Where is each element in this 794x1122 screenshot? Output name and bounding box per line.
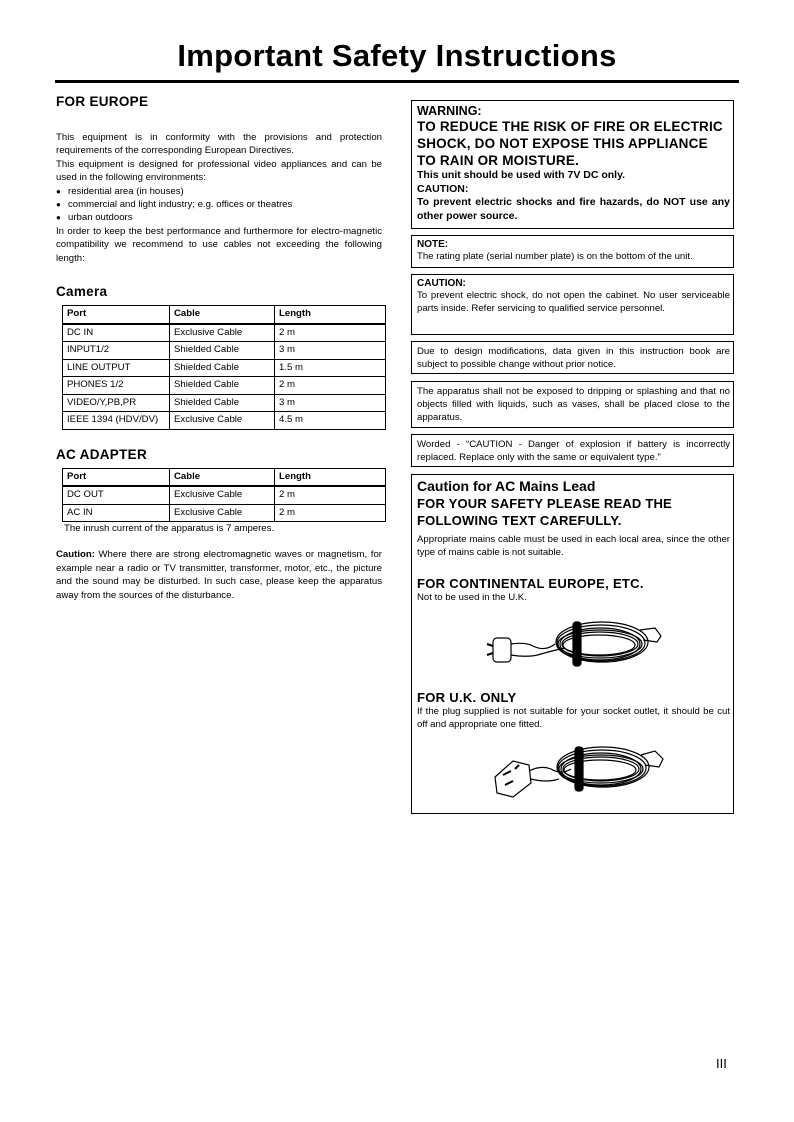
column-header: Length — [275, 468, 386, 486]
table-cell: Shielded Cable — [170, 377, 275, 395]
caution-cabinet-label: CAUTION: — [417, 278, 466, 289]
left-column — [56, 94, 382, 602]
dripping-note-text: The apparatus shall not be exposed to dripping or splashing and that no objects filled with liquids, such as vases, shall be placed close to the apparatus. — [417, 386, 730, 423]
warning-main-text: TO REDUCE THE RISK OF FIRE OR ELECTRIC SHOCK, DO NOT EXPOSE THIS APPLIANCE TO RAIN OR MOISTURE. — [417, 119, 723, 168]
table-row — [63, 377, 386, 395]
table-cell: Shielded Cable — [170, 359, 275, 377]
warning-caution-text: To prevent electric shocks and fire hazards, do NOT use any other power source. — [417, 196, 730, 222]
table-cell: Shielded Cable — [170, 394, 275, 412]
table-cell: 2 m — [275, 486, 386, 504]
europe-bullet: ● residential area (in houses) — [56, 185, 382, 198]
column-header: Port — [63, 468, 170, 486]
continental-text: Not to be used in the U.K. — [417, 592, 527, 603]
table-cell: AC IN — [63, 504, 170, 522]
table-cell: INPUT1/2 — [63, 342, 170, 360]
table-row — [63, 394, 386, 412]
battery-note-box — [411, 434, 734, 467]
mains-subheading: FOR YOUR SAFETY PLEASE READ THE FOLLOWING TEXT CAREFULLY. — [417, 496, 672, 528]
column-header: Length — [275, 306, 386, 324]
table-cell: DC IN — [63, 324, 170, 342]
table-cell: 3 m — [275, 342, 386, 360]
ac-adapter-cable-table — [62, 468, 386, 523]
table-row — [63, 359, 386, 377]
table-cell: Exclusive Cable — [170, 504, 275, 522]
europe-bullet: ● commercial and light industry; e.g. offices or theatres — [56, 198, 382, 211]
design-note-box — [411, 341, 734, 374]
column-header: Port — [63, 306, 170, 324]
table-row — [63, 342, 386, 360]
design-note-text: Due to design modifications, data given in this instruction book are subject to possible change without prior notice. — [417, 346, 730, 370]
uk-plug-cable-illustration — [489, 735, 669, 807]
table-cell: VIDEO/Y,PB,PR — [63, 394, 170, 412]
table-cell: Exclusive Cable — [170, 486, 275, 504]
mains-text: Appropriate mains cable must be used in each local area, since the other type of mains cable is not suitable. — [417, 534, 730, 558]
europe-heading: FOR EUROPE — [56, 94, 149, 109]
table-cell: DC OUT — [63, 486, 170, 504]
note-box — [411, 235, 734, 268]
table-cell: 2 m — [275, 324, 386, 342]
uk-text: If the plug supplied is not suitable for your socket outlet, it should be cut off and appropriate one fitted. — [417, 706, 730, 730]
battery-note-text: Worded - “CAUTION - Danger of explosion if battery is incorrectly replaced. Replace only with the same or equivalent type.” — [417, 439, 730, 463]
table-cell: Exclusive Cable — [170, 412, 275, 430]
column-header: Cable — [170, 468, 275, 486]
table-cell: 2 m — [275, 377, 386, 395]
warning-label: WARNING: — [417, 104, 482, 118]
caution-cabinet-text: To prevent electric shock, do not open the cabinet. No user serviceable parts inside. Refer servicing to qualified service personnel. — [417, 290, 730, 314]
table-cell: IEEE 1394 (HDV/DV) — [63, 412, 170, 430]
inrush-note: The inrush current of the apparatus is 7 amperes. — [64, 523, 275, 535]
euro-plug-cable-illustration — [485, 608, 665, 680]
table-cell: 3 m — [275, 394, 386, 412]
caution-cabinet-box — [411, 274, 734, 335]
uk-heading: FOR U.K. ONLY — [417, 690, 517, 705]
table-cell: 1.5 m — [275, 359, 386, 377]
table-row — [63, 486, 386, 504]
camera-heading: Camera — [56, 284, 108, 300]
europe-bullet: ● urban outdoors — [56, 211, 382, 224]
table-row — [63, 504, 386, 522]
table-row — [63, 412, 386, 430]
page-title: Important Safety Instructions — [177, 38, 617, 73]
column-header: Cable — [170, 306, 275, 324]
mains-heading: Caution for AC Mains Lead — [417, 478, 596, 494]
table-cell: 4.5 m — [275, 412, 386, 430]
table-cell: Shielded Cable — [170, 342, 275, 360]
caution-text: Where there are strong electromagnetic waves or magnetism, for example near a radio or TV transmitter, transformer, motor, etc., the picture and the sound may be disturbed. In such case, please keep the apparatus away from the sources of the disturbance. — [56, 549, 382, 601]
note-text: The rating plate (serial number plate) is on the bottom of the unit. — [417, 251, 693, 262]
warning-box — [411, 100, 734, 229]
table-row — [63, 324, 386, 342]
mains-lead-box — [411, 474, 734, 814]
camera-cable-table — [62, 305, 386, 430]
table-cell: PHONES 1/2 — [63, 377, 170, 395]
europe-para-3: In order to keep the best performance and furthermore for electro-magnetic compatibility we recommend to use cables not exceeding the following length: — [56, 225, 382, 264]
europe-para-2: This equipment is designed for professional video appliances and can be used in the following environments: — [56, 158, 382, 184]
caution-label: Caution: — [56, 549, 95, 561]
ac-adapter-heading: AC ADAPTER — [56, 446, 148, 462]
caution-disturbance — [56, 548, 382, 602]
warning-caution-label: CAUTION: — [417, 182, 469, 195]
dripping-note-box — [411, 381, 734, 428]
table-cell: LINE OUTPUT — [63, 359, 170, 377]
europe-para-1: This equipment is in conformity with the provisions and protection requirements of the corresponding European Directives. — [56, 132, 382, 157]
page-number: III — [716, 1056, 727, 1071]
title-rule — [55, 80, 739, 83]
dc-only-text: This unit should be used with 7V DC only. — [417, 169, 626, 181]
table-cell: 2 m — [275, 504, 386, 522]
continental-heading: FOR CONTINENTAL EUROPE, ETC. — [417, 576, 644, 591]
table-header-row — [63, 306, 386, 324]
table-header-row — [63, 468, 386, 486]
table-cell: Exclusive Cable — [170, 324, 275, 342]
note-label: NOTE: — [417, 239, 449, 250]
